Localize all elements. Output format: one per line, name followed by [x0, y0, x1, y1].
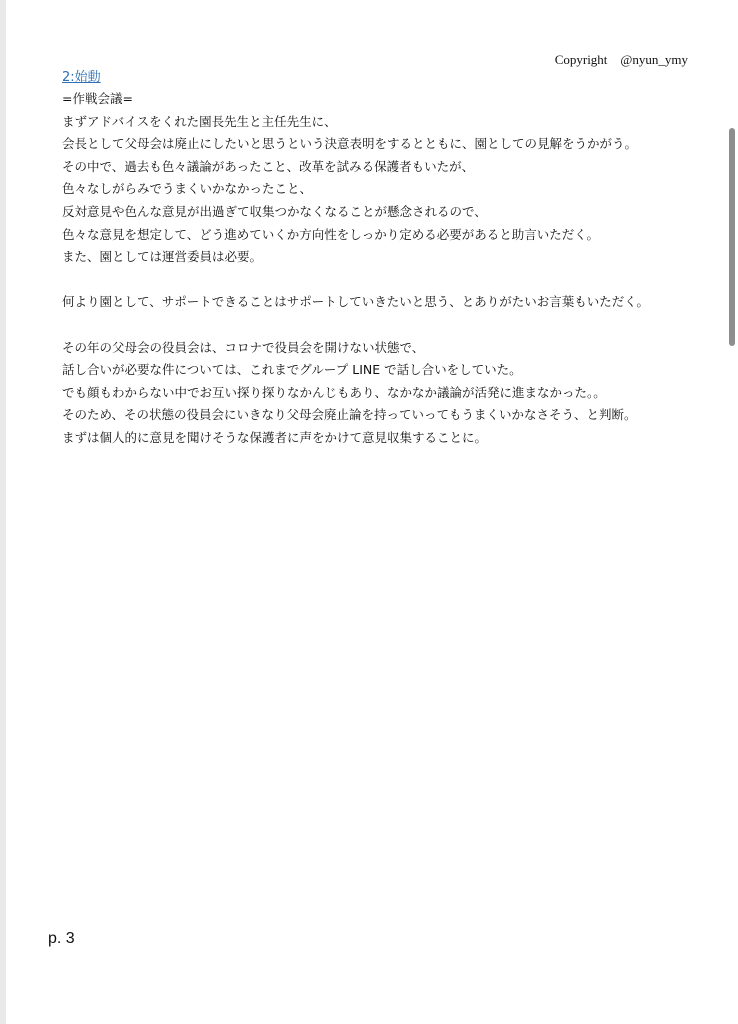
scrollbar-thumb[interactable] — [729, 128, 735, 346]
blank-line — [62, 269, 732, 292]
page-number: p. 3 — [48, 930, 75, 947]
body-line: 会長として父母会は廃止にしたいと思うという決意表明をするとともに、園としての見解をうかがう。 — [62, 136, 638, 152]
body-line: 反対意見や色んな意見が出過ぎて収集つかなくなることが懸念されるので、 — [62, 203, 487, 219]
body-line: 色々なしがらみでうまくいかなかったこと、 — [62, 181, 313, 197]
body-line: また、園としては運営委員は必要。 — [62, 249, 263, 265]
body-line: まずアドバイスをくれた園長先生と主任先生に、 — [62, 113, 337, 129]
body-line: その年の父母会の役員会は、コロナで役員会を開けない状態で、 — [62, 339, 425, 355]
body-line: まずは個人的に意見を聞けそうな保護者に声をかけて意見収集することに。 — [62, 429, 488, 445]
body-line: その中で、過去も色々議論があったこと、改革を試みる保護者もいたが、 — [62, 158, 475, 174]
body-line: 何より園として、サポートできることはサポートしていきたいと思う、とありがたいお言葉もいただく。 — [62, 294, 650, 310]
blank-line — [62, 314, 732, 337]
body-line: 色々な意見を想定して、どう進めていくか方向性をしっかり定める必要があると助言いただく。 — [62, 226, 600, 242]
body-line: =作戦会議= — [62, 91, 133, 106]
body-line: でも顔もわからない中でお互い探り探りなかんじもあり、なかなか議論が活発に進まなかった。。 — [62, 384, 606, 400]
section-title-link[interactable]: 2:始動 — [62, 70, 101, 85]
document-page — [6, 0, 738, 1024]
body-line: 話し合いが必要な件については、これまでグループ LINE で話し合いをしていた。 — [62, 362, 522, 378]
body-line: そのため、その状態の役員会にいきなり父母会廃止論を持っていってもうまくいかなさそう、と判断。 — [62, 407, 637, 423]
body-text — [62, 88, 732, 450]
copyright-notice: Copyright @nyun_ymy — [554, 52, 688, 67]
